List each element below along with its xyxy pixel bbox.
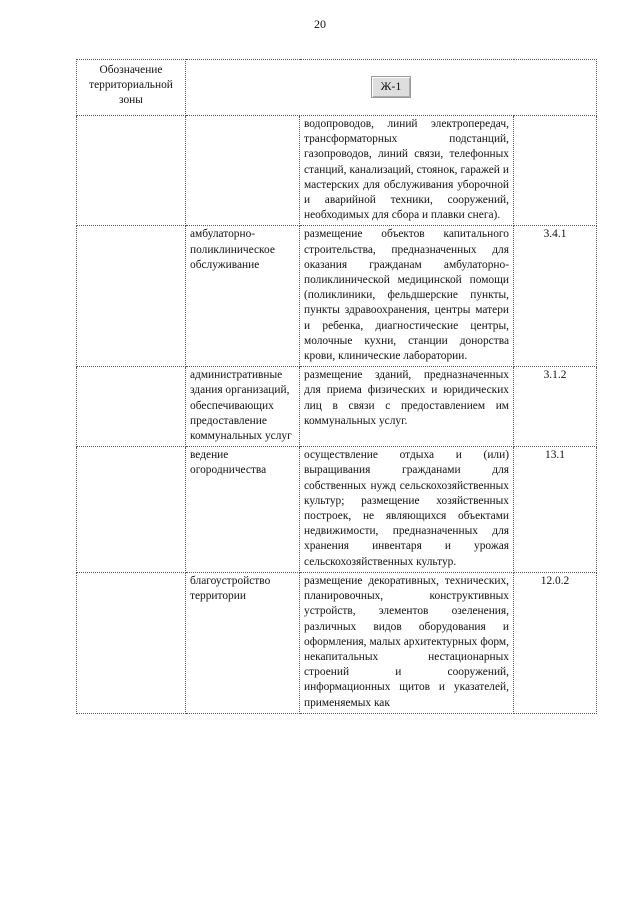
table-row: [77, 572, 597, 713]
use-description: размещение объектов капитального строительства, предназначенных для оказания гражданам амбулаторно-поликлинической медицинской помощи (поликлиники, фельдшерские пункты, пункты здравоохранения, центры матери и ребенка, диагностические центры, молочные кухни, станции донорства крови, клинические лаборатории.: [300, 226, 514, 367]
empty-cell: [77, 447, 186, 573]
empty-cell: [186, 116, 300, 226]
empty-cell: [77, 572, 186, 713]
table-row: [77, 226, 597, 367]
use-name: благоустройство территории: [186, 572, 300, 713]
use-code: 3.1.2: [514, 367, 597, 447]
use-code: 3.4.1: [514, 226, 597, 367]
header-zone-designation: Обозначение территориальной зоны: [77, 60, 186, 116]
empty-cell: [77, 116, 186, 226]
table-row: [77, 367, 597, 447]
header-zone-code-cell: [186, 60, 597, 116]
use-name: ведение огородничества: [186, 447, 300, 573]
table-row: [77, 116, 597, 226]
use-code: 13.1: [514, 447, 597, 573]
page-number: 20: [314, 17, 326, 31]
table-row: [77, 447, 597, 573]
continuation-description: водопроводов, линий электропередач, трансформаторных подстанций, газопроводов, линий связи, телефонных станций, канализаций, стоянок, гаражей и мастерских для обслуживания уборочной и аварийной техники, сооружений, необходимых для сбора и плавки снега).: [300, 116, 514, 226]
use-name: амбулаторно-поликлиническое обслуживание: [186, 226, 300, 367]
empty-cell: [77, 367, 186, 447]
use-description: размещение декоративных, технических, планировочных, конструктивных устройств, элементов озеленения, различных видов оборудования и оформления, малых архитектурных форм, некапитальных нестационарных строений и сооружений, информационных щитов и указателей, применяемых как: [300, 572, 514, 713]
zone-table: [76, 59, 597, 714]
zone-code-badge: Ж-1: [371, 76, 412, 97]
empty-cell: [77, 226, 186, 367]
use-code: 12.0.2: [514, 572, 597, 713]
use-description: размещение зданий, предназначенных для приема физических и юридических лиц в связи с предоставлением им коммунальных услуг.: [300, 367, 514, 447]
table-header-row: [77, 60, 597, 116]
empty-cell: [514, 116, 597, 226]
use-description: осуществление отдыха и (или) выращивания гражданами для собственных нужд сельскохозяйственных культур; размещение хозяйственных построек, не являющихся объектами недвижимости, предназначенных для хранения инвентаря и урожая сельскохозяйственных культур.: [300, 447, 514, 573]
use-name: административные здания организаций, обеспечивающих предоставление коммунальных услуг: [186, 367, 300, 447]
